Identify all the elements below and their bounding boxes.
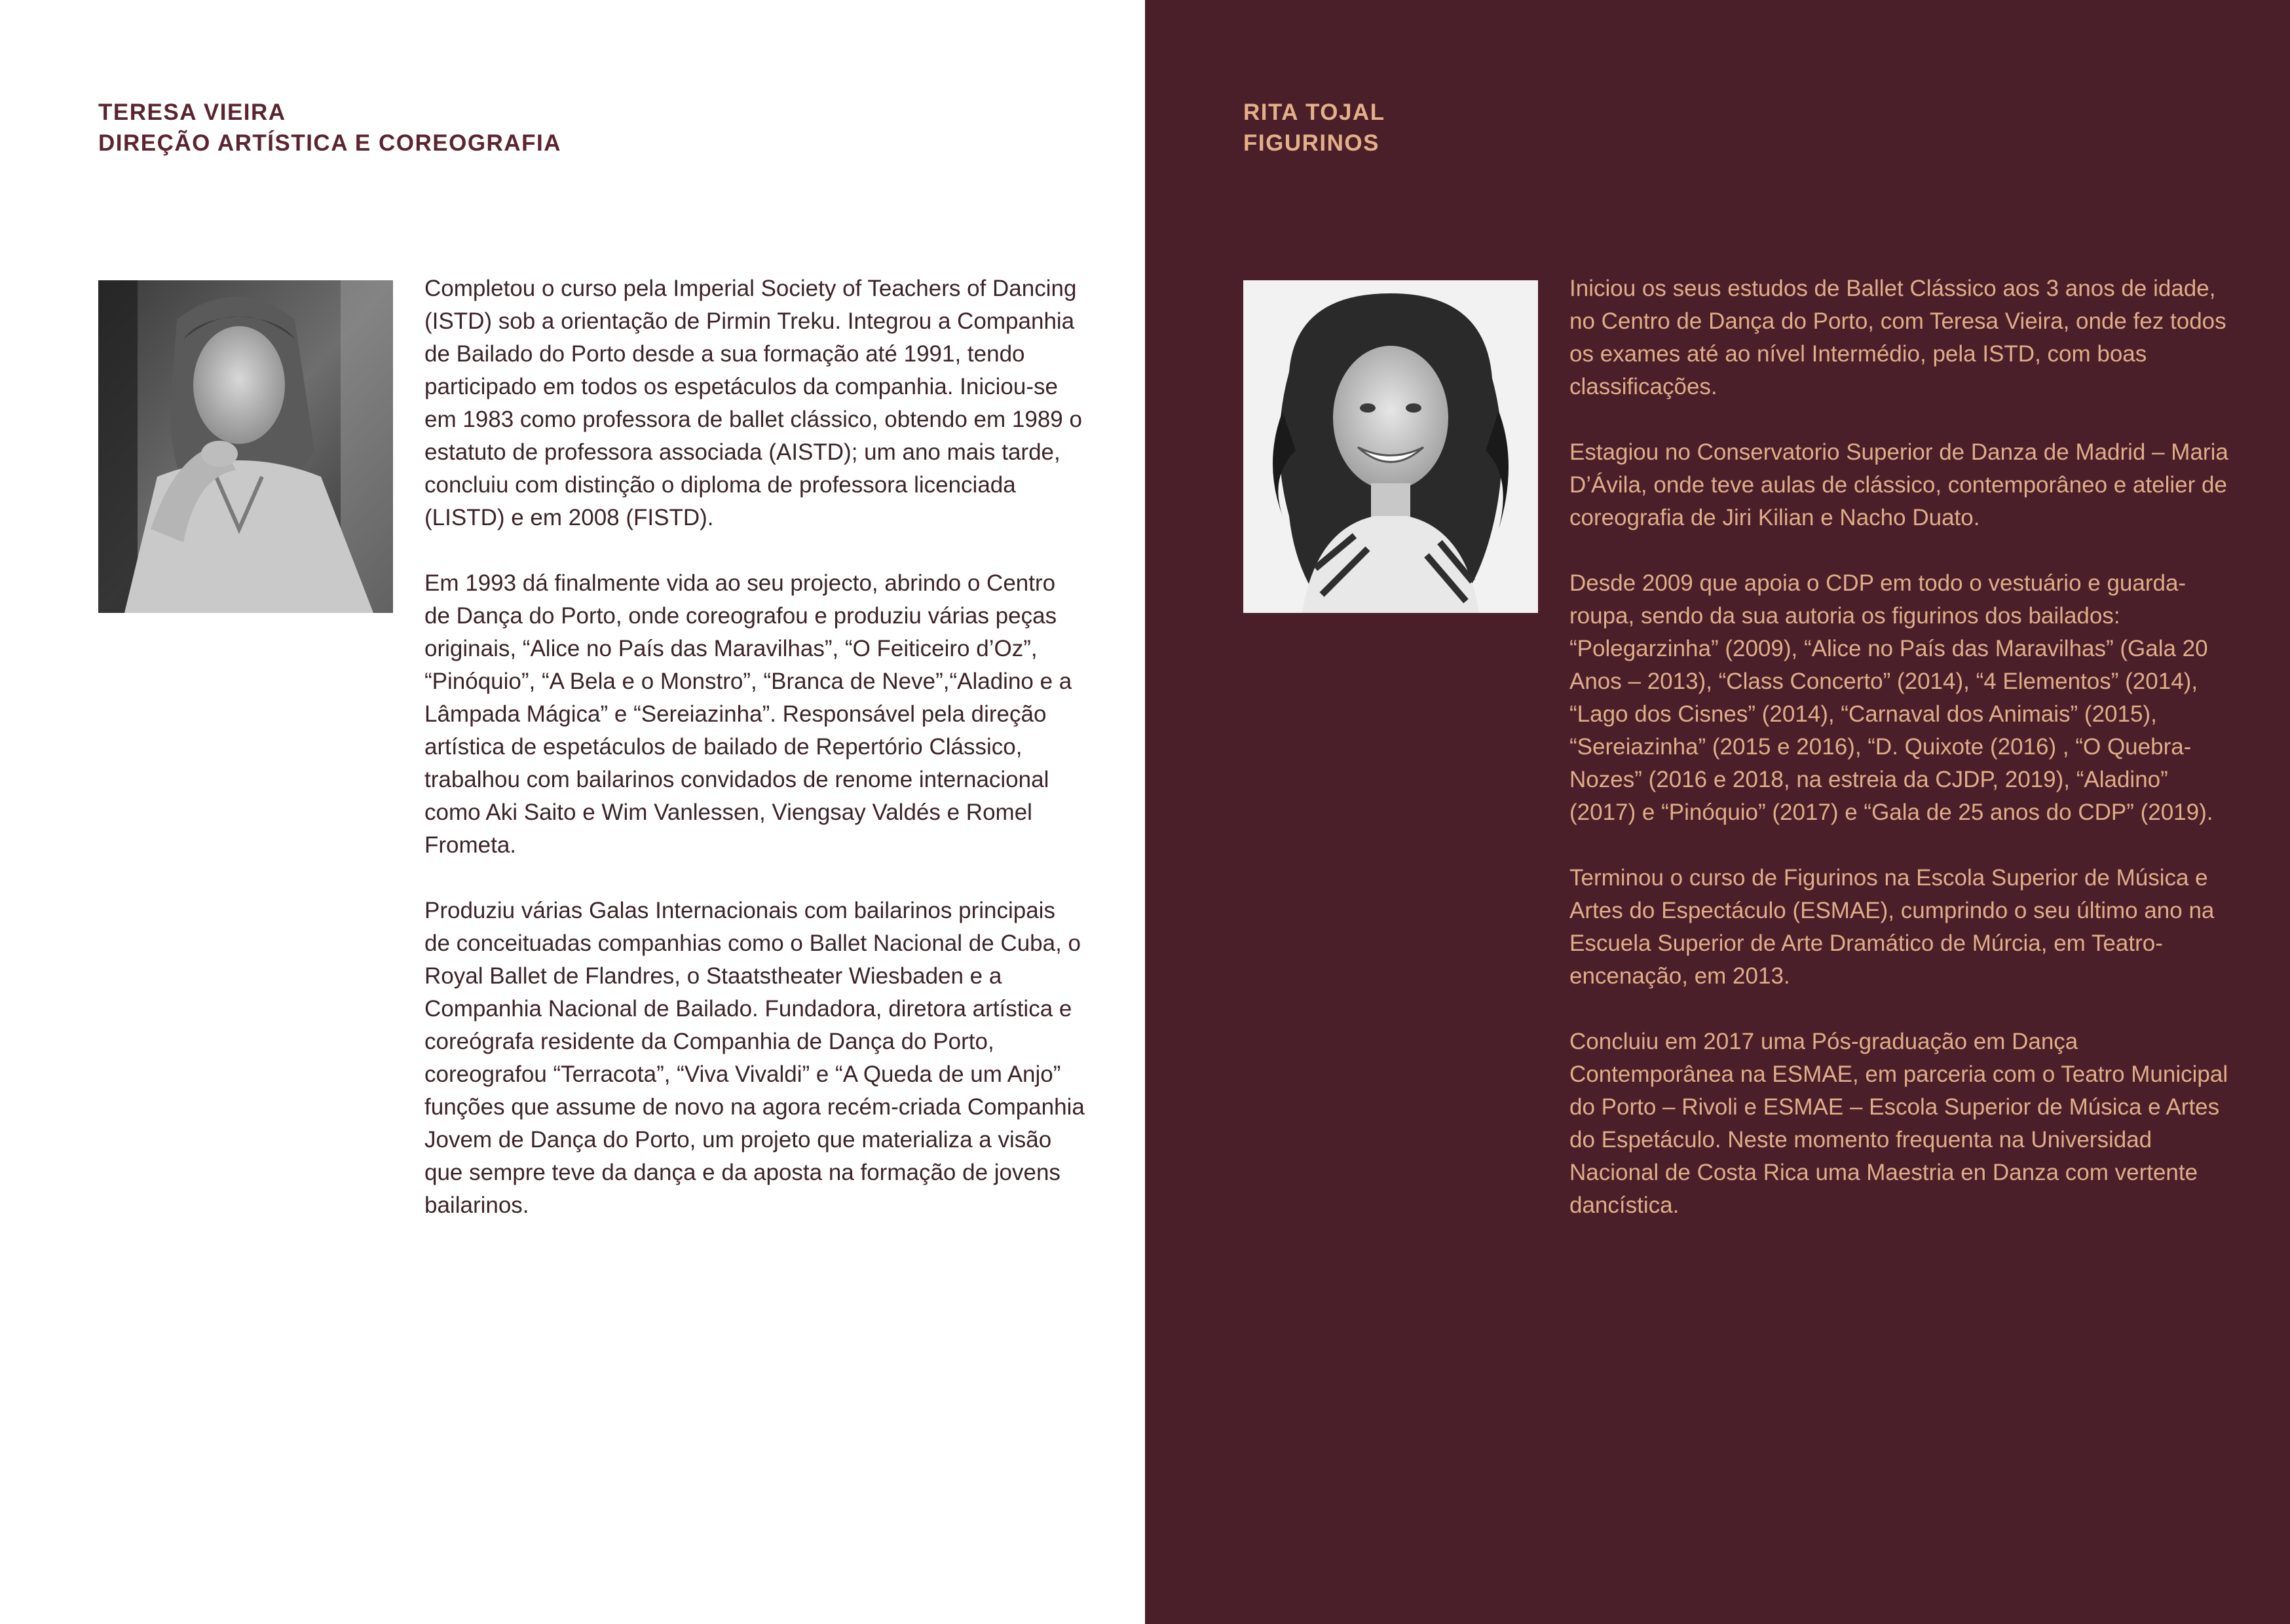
bio-paragraph: Concluiu em 2017 uma Pós-graduação em Dança Contemporânea na ESMAE, em parceria com o Teatro Municipal do Porto – Rivoli e ESMAE – Escola Superior de Música e Artes do Espetáculo. Neste momento frequenta na Universidad Nacional de Costa Rica uma Maestria en Danza com vertente dancística.	[1569, 1029, 2228, 1218]
bio-text-teresa	[424, 272, 1086, 1222]
bio-paragraph: Completou o curso pela Imperial Society of Teachers of Dancing (ISTD) sob a orientação de Pirmin Treku. Integrou a Companhia de Bailado do Porto desde a sua formação até 1991, tendo participado em todos os espetáculos da companhia. Iniciou-se em 1983 como professora de ballet clássico, obtendo em 1989 o estatuto de professora associada (AISTD); um ano mais tarde, concluiu com distinção o diploma de professora licenciada (LISTD) e em 2008 (FISTD).	[424, 276, 1082, 530]
right-page	[1145, 0, 2290, 1624]
portrait-photo-teresa	[98, 280, 393, 613]
portrait-photo-rita	[1243, 280, 1538, 613]
bio-text-rita	[1569, 272, 2231, 1222]
bio-paragraph: Terminou o curso de Figurinos na Escola Superior de Música e Artes do Espectáculo (ESMAE), cumprindo o seu último ano na Escuela Superior de Arte Dramático de Múrcia, em Teatro-encenação, em 2013.	[1569, 865, 2215, 989]
bio-heading-rita	[1243, 97, 1385, 158]
bio-paragraph: Produziu várias Galas Internacionais com bailarinos principais de conceituadas companhias como o Ballet Nacional de Cuba, o Royal Ballet de Flandres, o Staatstheater Wiesbaden e a Companhia Nacional de Bailado. Fundadora, diretora artística e coreógrafa residente da Companhia de Dança do Porto, coreografou “Terracota”, “Viva Vivaldi” e “A Queda de um Anjo” funções que assume de novo na agora recém-criada Companhia Jovem de Dança do Porto, um projeto que materializa a visão que sempre teve da dança e da aposta na formação de jovens bailarinos.	[424, 898, 1085, 1218]
bio-paragraph: Iniciou os seus estudos de Ballet Clássico aos 3 anos de idade, no Centro de Dança do Porto, com Teresa Vieira, onde fez todos os exames até ao nível Intermédio, pela ISTD, com boas classificações.	[1569, 276, 2226, 399]
bio-paragraph: Em 1993 dá finalmente vida ao seu projecto, abrindo o Centro de Dança do Porto, onde coreografou e produziu várias peças originais, “Alice no País das Maravilhas”, “O Feiticeiro d’Oz”, “Pinóquio”, “A Bela e o Monstro”, “Branca de Neve”,“Aladino e a Lâmpada Mágica” e “Sereiazinha”. Responsável pela direção artística de espetáculos de bailado de Repertório Clássico, trabalhou com bailarinos convidados de renome internacional como Aki Saito e Wim Vanlessen, Viengsay Valdés e Romel Frometa.	[424, 570, 1072, 858]
bio-heading-teresa	[98, 97, 561, 158]
person-name: RITA TOJAL	[1243, 100, 1385, 125]
bio-paragraph: Estagiou no Conservatorio Superior de Danza de Madrid – Maria D’Ávila, onde teve aulas de clássico, contemporâneo e atelier de coreografia de Jiri Kilian e Nacho Duato.	[1569, 439, 2228, 530]
bio-paragraph: Desde 2009 que apoia o CDP em todo o vestuário e guarda-roupa, sendo da sua autoria os figurinos dos bailados: “Polegarzinha” (2009), “Alice no País das Maravilhas” (Gala 20 Anos – 2013), “Class Concerto” (2014), “4 Elementos” (2014), “Lago dos Cisnes” (2014), “Carnaval dos Animais” (2015), “Sereiazinha” (2015 e 2016), “D. Quixote (2016) , “O Quebra-Nozes” (2016 e 2018, na estreia da CJDP, 2019), “Aladino” (2017) e “Pinóquio” (2017) e “Gala de 25 anos do CDP” (2019).	[1569, 570, 2213, 825]
person-name: TERESA VIEIRA	[98, 100, 286, 125]
person-role: FIGURINOS	[1243, 130, 1380, 156]
person-role: DIREÇÃO ARTÍSTICA E COREOGRAFIA	[98, 130, 561, 156]
